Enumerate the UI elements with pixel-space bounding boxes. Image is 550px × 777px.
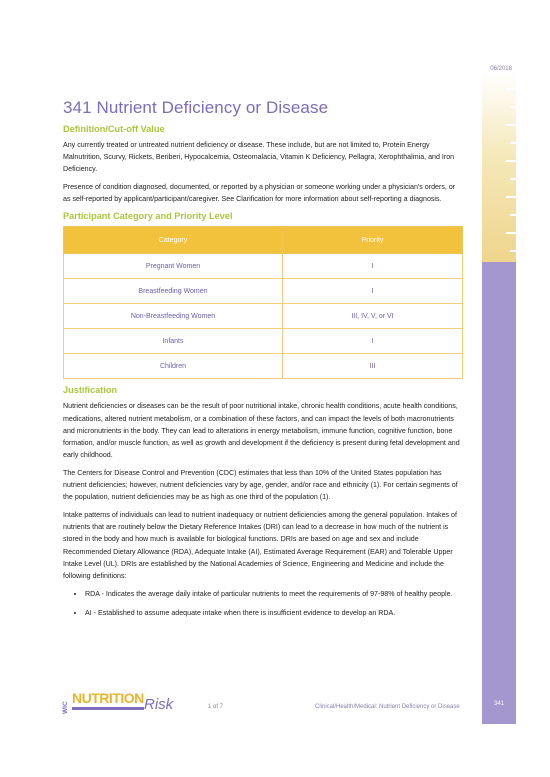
side-color-bar: [482, 262, 516, 724]
category-cell: Non-Breastfeeding Women: [64, 304, 283, 329]
table-row: [64, 329, 463, 354]
list-item: • AI - Established to assume adequate intake when there is insufficient evidence to develop an RDA.: [85, 607, 463, 619]
category-cell: Children: [64, 354, 283, 379]
priority-table: [63, 226, 463, 379]
page-number: 1 of 7: [208, 704, 224, 710]
category-cell: Breastfeeding Women: [64, 279, 283, 304]
justification-heading: Justification: [63, 385, 118, 396]
page-content: [63, 98, 463, 626]
definition-paragraph: Presence of condition diagnosed, documented, or reported by a physician or someone working under a physician's orders, or as self-reported by applicant/participant/caregiver. See Clarification for more information about self-reporting a diagnosis.: [63, 183, 456, 204]
dri-definitions-list: [63, 588, 463, 619]
table-row: [64, 279, 463, 304]
justification-paragraph: Intake patterns of individuals can lead to nutrient inadequacy or nutrient deficiencies among the general population. Intakes of nutrients that are routinely below the Dietary Reference Intakes (DRI) can lead to a decrease in how much of the nutrient is stored in the body and how much is available for biological functions. DRIs are based on age and sex and include Recommended Dietary Allowance (RDA), Adequate Intake (AI), Estimated Average Requirement (EAR) and Tolerable Upper Intake Level (UL). DRIs are established by the National Academies of Science, Engineering and Medicine and include the following definitions:: [63, 511, 457, 580]
category-cell: Infants: [64, 329, 283, 354]
priority-cell: I: [283, 279, 463, 304]
column-header-priority: Priority: [283, 227, 463, 254]
column-header-category: Category: [64, 227, 283, 254]
priority-cell: III: [283, 354, 463, 379]
table-row: [64, 354, 463, 379]
page-footer: WIC NUTRITION Risk 1 of 7 Clinical/Health/Medical: Nutrient Deficiency or Disease 341: [0, 690, 550, 720]
priority-heading: Participant Category and Priority Level: [63, 211, 233, 222]
priority-cell: III, IV, V, or VI: [283, 304, 463, 329]
justification-paragraph: Nutrient deficiencies or diseases can be the result of poor nutritional intake, chronic health conditions, acute health conditions, medications, altered nutrient metabolism, or a combination of these factors, and can impact the levels of both macronutrients and micronutrients in the body. They can lead to alterations in energy metabolism, immune function, cognitive function, bone formation, and/or muscle function, as well as growth and development if the deficiency is present during fetal development and early childhood.: [63, 402, 460, 459]
table-row: [64, 254, 463, 279]
priority-cell: I: [283, 329, 463, 354]
document-date: 06/2018: [490, 66, 512, 72]
definition-paragraph: Any currently treated or untreated nutrient deficiency or disease. These include, but are not limited to, Protein Energy Malnutrition, Scurvy, Rickets, Beriberi, Hypocalcemia, Osteomalacia, Vitamin K Deficiency, Pellagra, Xerophthalmia, and Iron Deficiency.: [63, 141, 455, 174]
footer-title: Clinical/Health/Medical: Nutrient Deficiency or Disease: [315, 704, 460, 710]
page-title: 341 Nutrient Deficiency or Disease: [63, 98, 329, 117]
list-item: • RDA - Indicates the average daily intake of particular nutrients to meet the requirements of 97-98% of healthy people.: [85, 588, 463, 600]
category-cell: Pregnant Women: [64, 254, 283, 279]
priority-cell: I: [283, 254, 463, 279]
justification-paragraph: The Centers for Disease Control and Prevention (CDC) estimates that less than 10% of the United States population has nutrient deficiencies; however, nutrient deficiencies vary by age, gender, and/or race and ethnicity (1). For certain segments of the population, nutrient deficiencies may be as high as one third of the population (1).: [63, 468, 458, 502]
definition-heading: Definition/Cut-off Value: [63, 124, 165, 134]
ruler-decoration: [482, 72, 516, 262]
table-header-row: [64, 227, 463, 254]
risk-code-badge: 341: [482, 694, 516, 714]
table-row: [64, 304, 463, 329]
